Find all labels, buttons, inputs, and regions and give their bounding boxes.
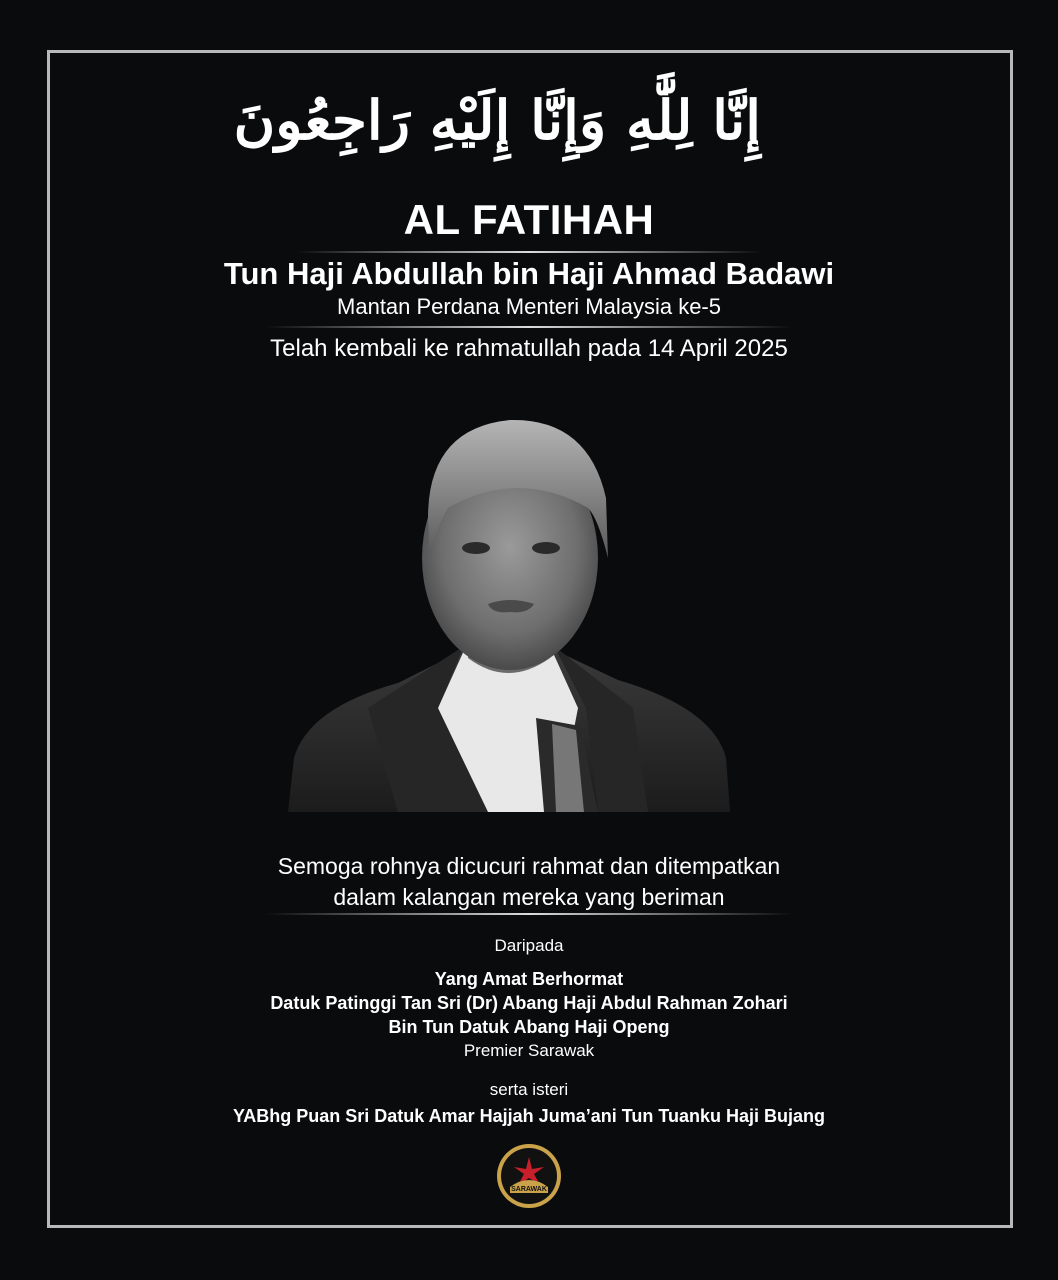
arabic-calligraphy: إِنَّا لِلَّٰهِ وَإِنَّا إِلَيْهِ رَاجِعُونَ bbox=[233, 88, 761, 152]
sender-name: Yang Amat Berhormat Datuk Patinggi Tan Sri (Dr) Abang Haji Abdul Rahman Zohari Bin Tun Datuk Abang Haji Openg bbox=[270, 969, 788, 1037]
deceased-position: Mantan Perdana Menteri Malaysia ke-5 bbox=[337, 294, 721, 319]
prayer-text: Semoga rohnya dicucuri rahmat dan ditempatkan dalam kalangan mereka yang beriman bbox=[277, 853, 781, 910]
spouse-name: YABhg Puan Sri Datuk Amar Hajjah Juma’ani Tun Tuanku Haji Bujang bbox=[232, 1106, 826, 1126]
title: AL FATIHAH bbox=[403, 196, 655, 243]
portrait-photo bbox=[288, 408, 730, 812]
from-label: Daripada bbox=[494, 936, 564, 955]
sarawak-logo-icon bbox=[496, 1143, 562, 1209]
deceased-name: Tun Haji Abdullah bin Haji Ahmad Badawi bbox=[223, 256, 835, 291]
divider bbox=[265, 913, 793, 915]
divider bbox=[295, 251, 763, 253]
date-line: Telah kembali ke rahmatullah pada 14 April 2025 bbox=[270, 335, 788, 362]
spouse-label: serta isteri bbox=[489, 1080, 569, 1099]
divider bbox=[265, 326, 793, 328]
sender-role: Premier Sarawak bbox=[463, 1041, 595, 1060]
svg-text:SARAWAK: SARAWAK bbox=[511, 1186, 547, 1193]
